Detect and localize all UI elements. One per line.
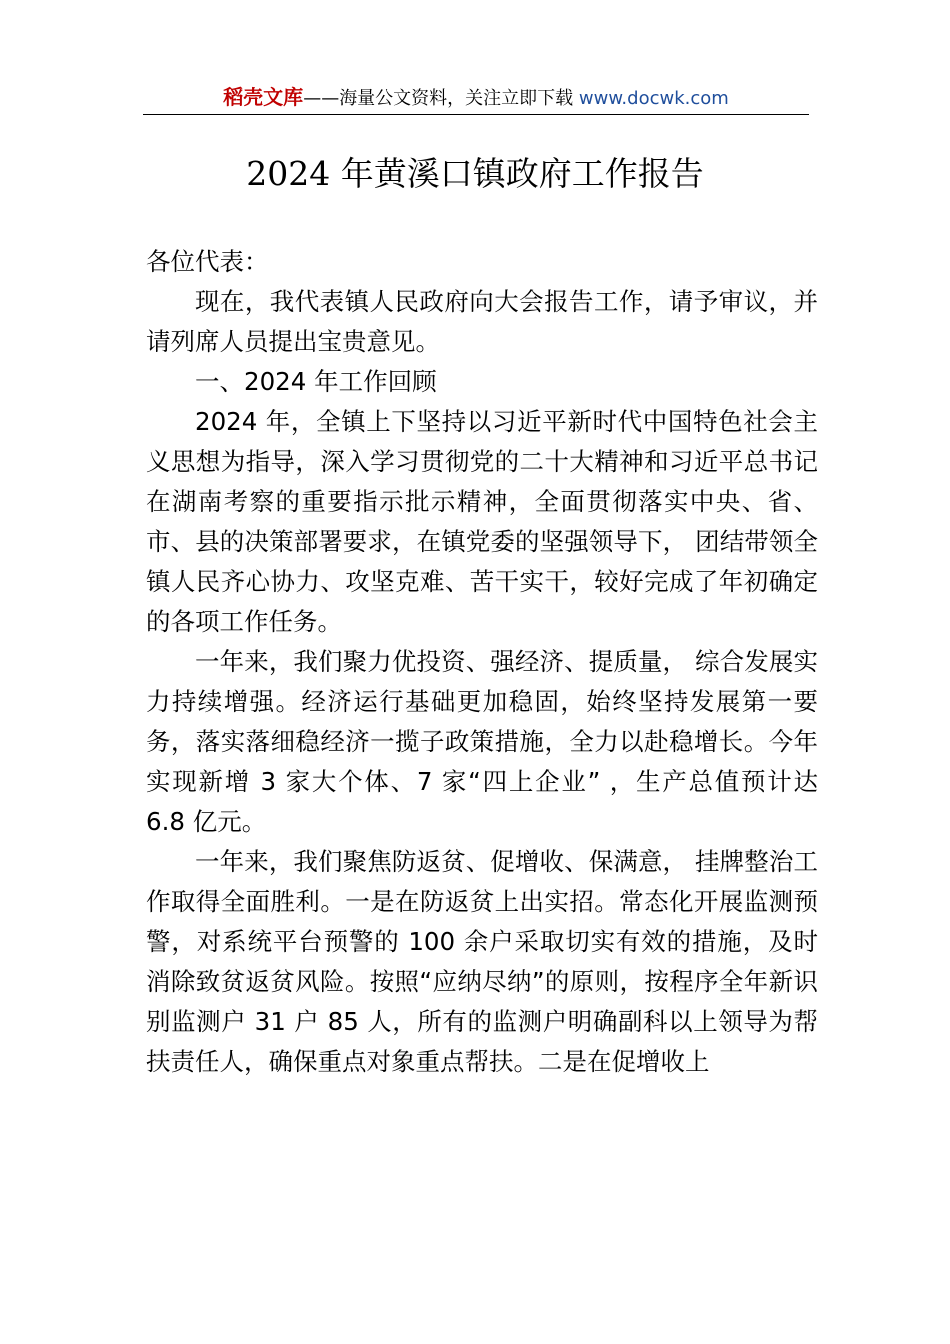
body-paragraph: 2024 年，全镇上下坚持以习近平新时代中国特色社会主义思想为指导，深入学习贯彻党的二十大精神和习近平总书记在湖南考察的重要指示批示精神，全面贯彻落实中央、省、市、县的决策部署要求，在镇党委的坚强领导下， 团结带领全镇人民齐心协力、攻坚克难、苦干实干，较好完成了年初确定的各项工作任务。 (146, 407, 818, 636)
body-paragraph: 一年来，我们聚力优投资、强经济、提质量， 综合发展实力持续增强。经济运行基础更加稳固，始终坚持发展第一要务，落实落细稳经济一揽子政策措施，全力以赴稳增长。今年实现新增 3 家大个体、7 家“四上企业” ，生产总值预计达 6.8 亿元。 (146, 647, 818, 836)
body-paragraph: 一年来，我们聚焦防返贫、促增收、保满意， 挂牌整治工作取得全面胜利。一是在防返贫上出实招。常态化开展监测预警，对系统平台预警的 100 余户采取切实有效的措施，及时消除致贫返贫风险。按照“应纳尽纳”的原则，按程序全年新识别监测户 31 户 85 人，所有的监测户明确副科以上领导为帮扶责任人，确保重点对象重点帮扶。二是在促增收上 (146, 847, 818, 1076)
brand-name: 稻壳文库 (223, 85, 304, 109)
header-url-link[interactable]: www.docwk.com (578, 88, 729, 109)
salutation: 各位代表： (146, 247, 269, 276)
section-heading: 一、2024 年工作回顾 (195, 367, 437, 396)
header-tagline: ——海量公文资料，关注立即下载 (303, 88, 579, 109)
intro-paragraph: 现在，我代表镇人民政府向大会报告工作，请予审议，并请列席人员提出宝贵意见。 (146, 287, 818, 356)
page-header (143, 84, 809, 115)
document-body (146, 242, 818, 1082)
document-title: 2024 年黄溪口镇政府工作报告 (246, 154, 704, 193)
